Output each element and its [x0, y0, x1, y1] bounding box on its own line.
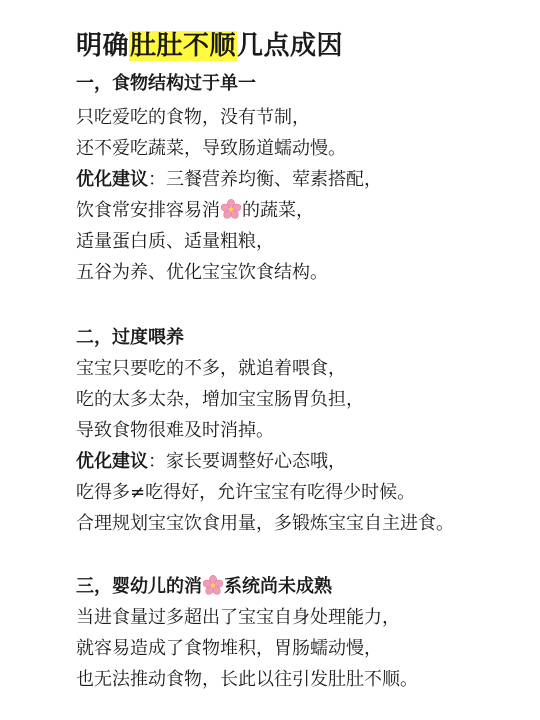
title-prefix: 明确: [76, 31, 130, 61]
section-3-line-2: 就容易造成了食物堆积，胃肠蠕动慢，: [76, 638, 382, 659]
section-3-line-1: 当进食量过多超出了宝宝自身处理能力，: [76, 607, 400, 628]
section-1-line-1: 只吃爱吃的食物，没有节制，: [76, 107, 310, 128]
section-1-advice-line-2: 适量蛋白质、适量粗粮，: [76, 231, 274, 252]
cherry-blossom-icon: [221, 199, 241, 219]
advice-text: ：三餐营养均衡、荤素搭配，: [148, 169, 382, 190]
page-title: [76, 28, 343, 64]
section-1-advice: [76, 168, 382, 192]
section-3-heading-after: 系统尚未成熟: [224, 576, 332, 597]
section-1-flower-line: [76, 199, 314, 223]
advice-label: 优化建议: [76, 451, 148, 472]
section-2-line-1: 宝宝只要吃的不多，就追着喂食，: [76, 358, 346, 379]
flower-line-after: 的蔬菜，: [242, 200, 314, 221]
section-2-advice-line-2: 吃得多≠吃得好，允许宝宝有吃得少时候。: [76, 482, 416, 503]
section-2-line-3: 导致食物很难及时消掉。: [76, 420, 274, 441]
section-3-heading-before: 三，婴幼儿的消: [76, 576, 202, 597]
section-2-advice-line-3: 合理规划宝宝饮食用量，多锻炼宝宝自主进食。: [76, 513, 454, 534]
section-2-heading: 二，过度喂养: [76, 327, 184, 348]
advice-text: ：家长要调整好心态哦，: [148, 451, 346, 472]
section-3-line-3: 也无法推动食物，长此以往引发肚肚不顺。: [76, 669, 418, 690]
section-1-heading: 一，食物结构过于单一: [76, 73, 256, 94]
section-3-heading: [76, 575, 332, 599]
title-suffix: 几点成因: [237, 31, 344, 61]
advice-label: 优化建议: [76, 169, 148, 190]
section-2-line-2: 吃的太多太杂，增加宝宝肠胃负担，: [76, 389, 364, 410]
section-1-advice-line-3: 五谷为养、优化宝宝饮食结构。: [76, 262, 328, 283]
title-highlight: 肚肚不顺: [130, 31, 237, 61]
section-2-advice: [76, 450, 346, 474]
cherry-blossom-icon: [203, 575, 223, 595]
section-1-line-2: 还不爱吃蔬菜，导致肠道蠕动慢。: [76, 138, 346, 159]
flower-line-before: 饮食常安排容易消: [76, 200, 220, 221]
